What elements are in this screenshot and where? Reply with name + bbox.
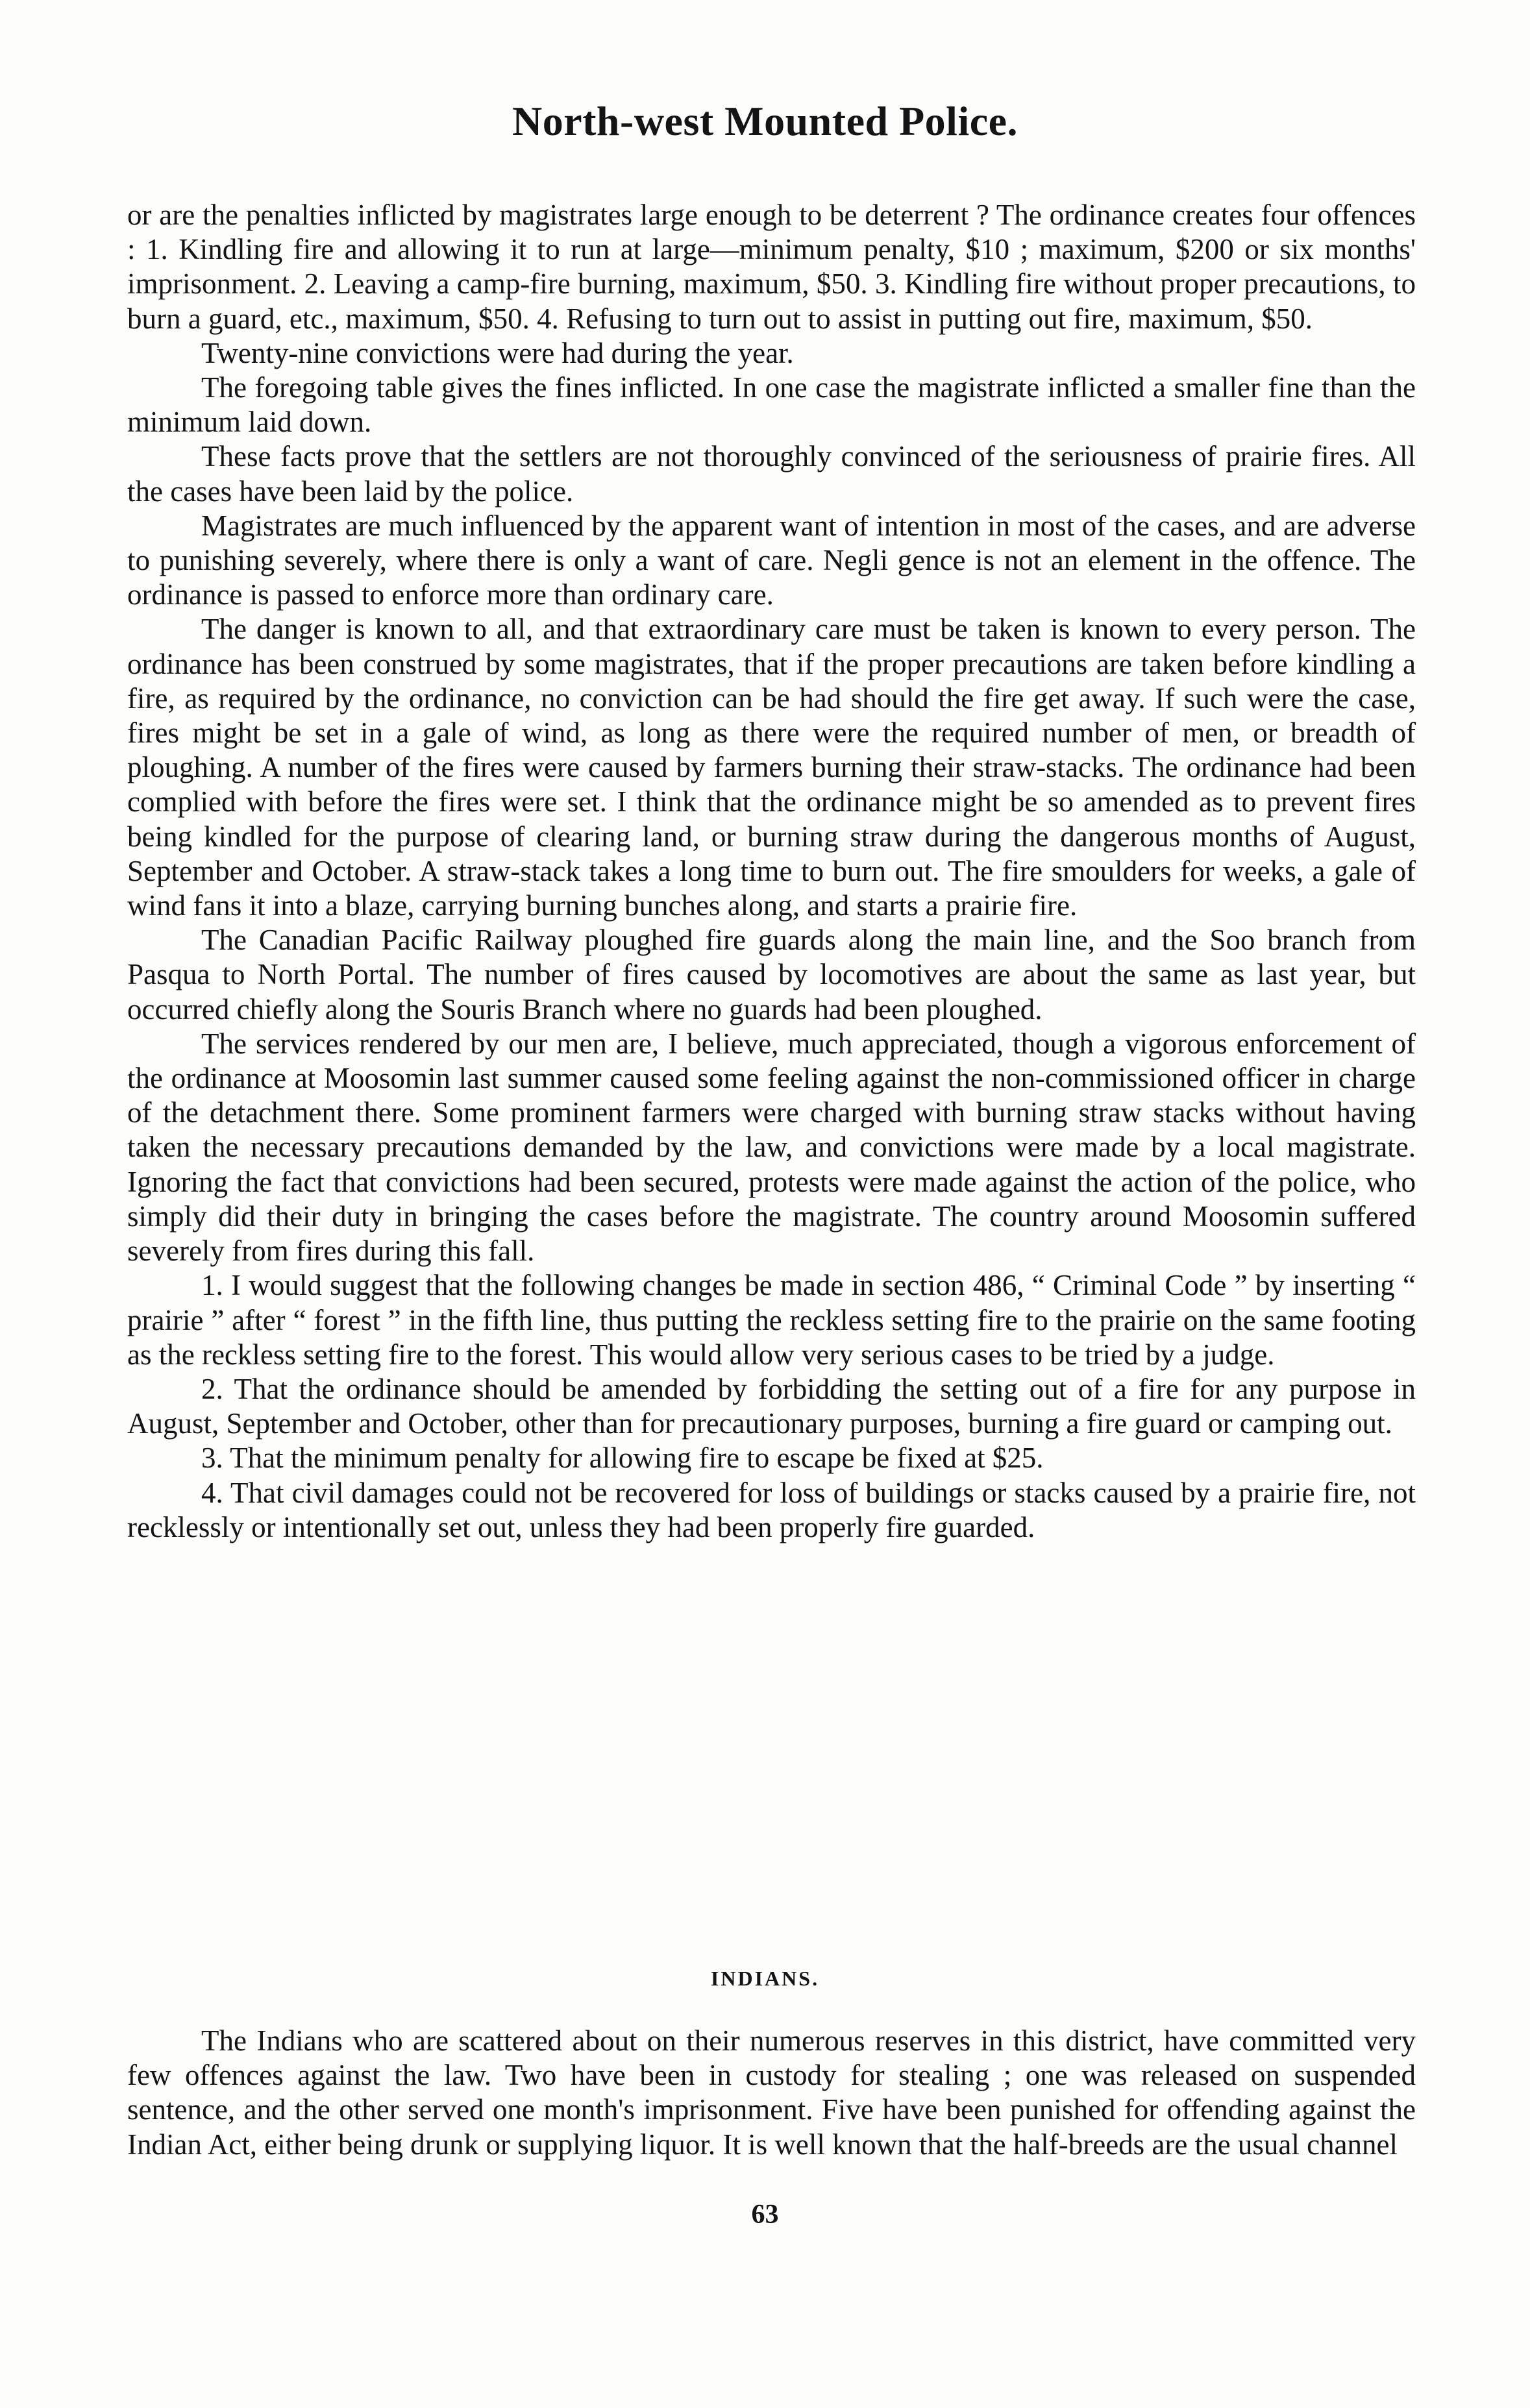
page-number: 63: [751, 2200, 779, 2230]
paragraph-suggestion-1: 1. I would suggest that the following changes be made in section 486, “ Criminal Code ” by inserting “ prairie ” after “ forest ” in the fifth line, thus putting the reckless setting fire to the prairie on the same footing as the reckless setting fire to the forest. This would allow very serious cases to be tried by a judge.: [127, 1269, 1416, 1371]
paragraph-railway: The Canadian Pacific Railway ploughed fire guards along the main line, and the Soo branch from Pasqua to North Portal. The number of fires caused by locomotives are about the same as last year, but occurred chiefly along the Souris Branch where no guards had been ploughed.: [127, 924, 1416, 1026]
body-text: [127, 198, 1416, 1545]
paragraph-suggestion-4: 4. That civil damages could not be recovered for loss of buildings or stacks caused by a prairie fire, not recklessly or intentionally set out, unless they had been properly fire guarded.: [127, 1476, 1416, 1543]
running-head-title: North-west Mounted Police.: [512, 98, 1018, 144]
paragraph-convictions: Twenty-nine convictions were had during the year.: [201, 336, 794, 369]
paragraph-settlers: These facts prove that the settlers are not thoroughly convinced of the seriousness of prairie fires. All the cases have been laid by the police.: [127, 440, 1416, 508]
paragraph-magistrates: Magistrates are much influenced by the apparent want of intention in most of the cases, and are adverse to punishing severely, where there is only a want of care. Negli gence is not an element in the offence. The ordinance is passed to enforce more than ordinary care.: [127, 509, 1416, 611]
paragraph-suggestion-2: 2. That the ordinance should be amended by forbidding the setting out of a fire for any purpose in August, September and October, other than for precautionary purposes, burning a fire guard or camping out.: [127, 1372, 1416, 1440]
section-heading-indians: INDIANS.: [710, 1967, 820, 1990]
section-text-indians: [127, 2024, 1416, 2162]
paragraph-indians: The Indians who are scattered about on their numerous reserves in this district, have committed very few offences against the law. Two have been in custody for stealing ; one was released on suspended sentence, and the other served one month's imprisonment. Five have been punished for offending against the Indian Act, either being drunk or supplying liquor. It is well known that the half-breeds are the usual channel: [127, 2024, 1416, 2161]
paragraph-fines-table: The foregoing table gives the fines inflicted. In one case the magistrate inflicted a smaller fine than the minimum laid down.: [127, 371, 1416, 439]
paragraph-suggestion-3: 3. That the minimum penalty for allowing fire to escape be fixed at $25.: [201, 1442, 1044, 1475]
paragraph-penalties: or are the penalties inflicted by magistrates large enough to be deterrent ? The ordinance creates four offences : 1. Kindling fire and allowing it to run at large—minimum penalty, $10 ; maximum, $200 or six months' imprisonment. 2. Leaving a camp-fire burning, maximum, $50. 3. Kindling fire without proper precautions, to burn a guard, etc., maximum, $50. 4. Refusing to turn out to assist in putting out fire, maximum, $50.: [127, 199, 1416, 335]
paragraph-services: The services rendered by our men are, I believe, much appreciated, though a vigorous enforcement of the ordinance at Moosomin last summer caused some feeling against the non-commissioned officer in charge of the detachment there. Some prominent farmers were charged with burning straw stacks without having taken the necessary precautions demanded by the law, and convictions were made by a local magistrate. Ignoring the fact that convictions had been secured, protests were made against the action of the police, who simply did their duty in bringing the cases before the magistrate. The country around Moosomin suffered severely from fires during this fall.: [127, 1027, 1416, 1268]
paragraph-danger: The danger is known to all, and that extraordinary care must be taken is known to every person. The ordinance has been construed by some magistrates, that if the proper precautions are taken before kindling a fire, as required by the ordinance, no conviction can be had should the fire get away. If such were the case, fires might be set in a gale of wind, as long as there were the required number of men, or breadth of ploughing. A number of the fires were caused by farmers burning their straw-stacks. The ordinance had been complied with before the fires were set. I think that the ordinance might be so amended as to prevent fires being kindled for the purpose of clearing land, or burning straw during the dangerous months of August, September and October. A straw-stack takes a long time to burn out. The fire smoulders for weeks, a gale of wind fans it into a blaze, carrying burning bunches along, and starts a prairie fire.: [127, 613, 1416, 922]
